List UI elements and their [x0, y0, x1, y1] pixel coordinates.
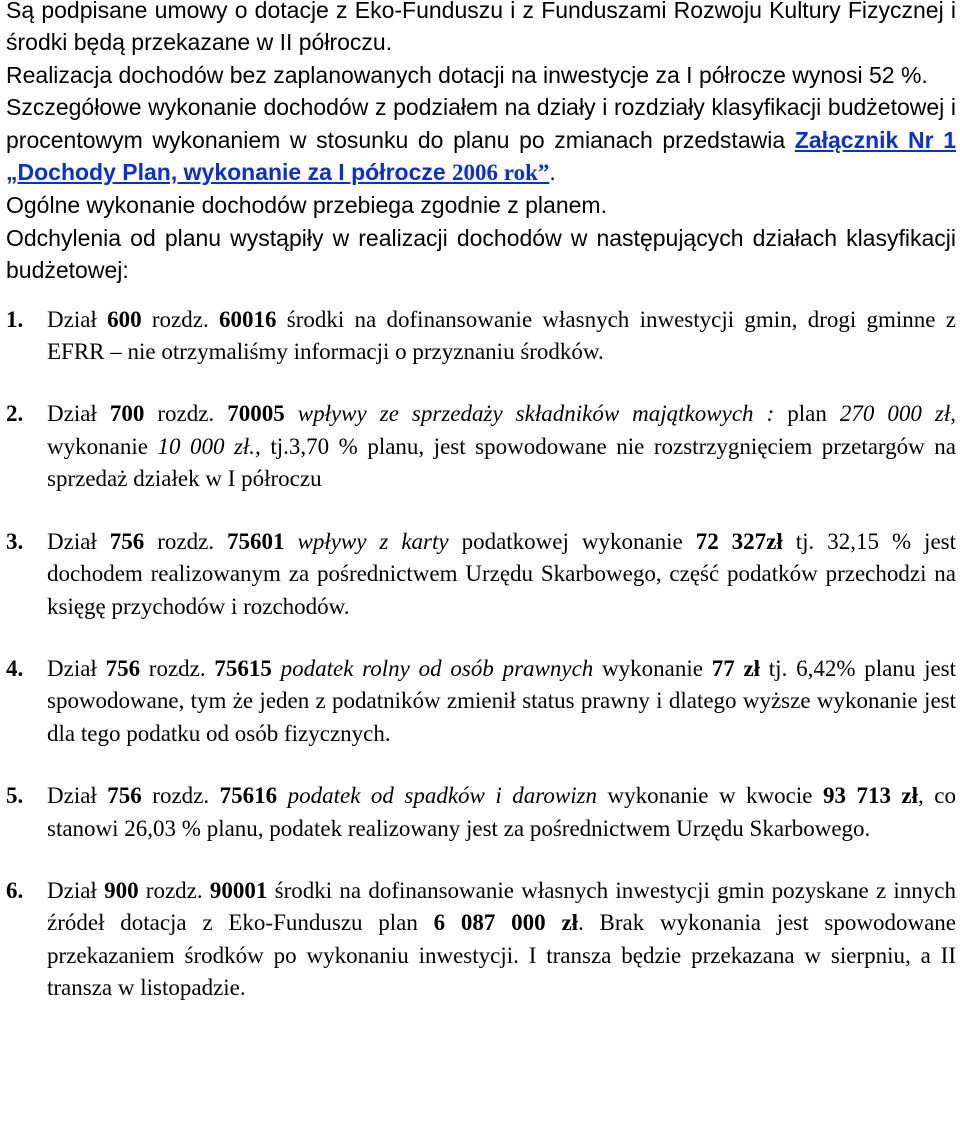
- paragraph-szczegolowe: Szczegółowe wykonanie dochodów z podziałem na działy i rozdziały klasyfikacji budżetowej i procentowym wykonaniem w stosunku do planu po zmianach przedstawia Załącznik Nr 1 „Dochody Plan, wykonanie za I półrocze 2006 rok”.: [6, 94, 956, 186]
- list-item-number: 5.: [6, 783, 24, 809]
- list-item: [6, 875, 956, 1005]
- list-item-body: Dział 600 rozdz. 60016 środki na dofinansowanie własnych inwestycji gmin, drogi gminne z EFRR – nie otrzymaliśmy informacji o przyznaniu środków.: [47, 306, 956, 365]
- list-item-body: Dział 756 rozdz. 75615 podatek rolny od osób prawnych wykonanie 77 zł tj. 6,42% planu jest spowodowane, tym że jeden z podatników zmienił status prawny i dlatego wyższe wykonanie jest dla tego podatku od osób fizycznych.: [47, 655, 957, 746]
- list-item-body: Dział 756 rozdz. 75616 podatek od spadków i darowizn wykonanie w kwocie 93 713 zł, co stanowi 26,03 % planu, podatek realizowany jest za pośrednictwem Urzędu Skarbowego.: [47, 783, 956, 841]
- spacer: [6, 368, 956, 398]
- list-item: [6, 398, 956, 495]
- list-item: [6, 304, 956, 369]
- list-item-body: Dział 700 rozdz. 70005 wpływy ze sprzedaży składników majątkowych : plan 270 000 zł, wykonanie 10 000 zł., tj.3,70 % planu, jest spowodowane nie rozstrzygnięciem przetargów na sprzedaż działek w I półroczu: [47, 401, 957, 492]
- spacer: [6, 496, 956, 526]
- zalacznik-link[interactable]: Załącznik Nr 1 „Dochody Plan, wykonanie za I półrocze 2006 rok”: [6, 126, 956, 186]
- spacer: [6, 750, 956, 780]
- list-item-body: Dział 900 rozdz. 90001 środki na dofinansowanie własnych inwestycji gmin pozyskane z innych źródeł dotacja z Eko-Funduszu plan 6 087 000 zł. Brak wykonania jest spowodowane przekazaniem środków po wykonaniu inwestycji. I transza będzie przekazana w sierpniu, a II transza w listopadzie.: [47, 877, 957, 1001]
- list-item-body: Dział 756 rozdz. 75601 wpływy z karty podatkowej wykonanie 72 327zł tj. 32,15 % jest dochodem realizowanym za pośrednictwem Urzędu Skarbowego, część podatków przechodzi na księgę przychodów i rozchodów.: [47, 528, 956, 619]
- list-item-number: 2.: [6, 401, 24, 427]
- list-item-number: 6.: [6, 877, 24, 903]
- list-item-number: 3.: [6, 528, 24, 554]
- list-item-number: 1.: [6, 306, 24, 332]
- list-item: [6, 653, 956, 750]
- spacer: [6, 623, 956, 653]
- list-item: [6, 526, 956, 623]
- list-item-number: 4.: [6, 655, 24, 681]
- paragraph-odchylenia: Odchylenia od planu wystąpiły w realizacji dochodów w następujących działach klasyfikacji budżetowej:: [6, 224, 956, 284]
- paragraph-ogolne: Ogólne wykonanie dochodów przebiega zgodnie z planem.: [6, 192, 607, 219]
- spacer: [6, 287, 956, 304]
- paragraph-dotacje: Są podpisane umowy o dotacje z Eko-Funduszu i z Funduszami Rozwoju Kultury Fizycznej i środki będą przekazane w II półroczu. Realizacja dochodów bez zaplanowanych dotacji na inwestycje za I półrocze wynosi 52 %.: [6, 0, 956, 88]
- paragraph-realizacja: Realizacja dochodów bez zaplanowanych dotacji na inwestycje za I półrocze wynosi 52 %.: [6, 61, 928, 88]
- list-item: [6, 780, 956, 845]
- spacer: [6, 845, 956, 875]
